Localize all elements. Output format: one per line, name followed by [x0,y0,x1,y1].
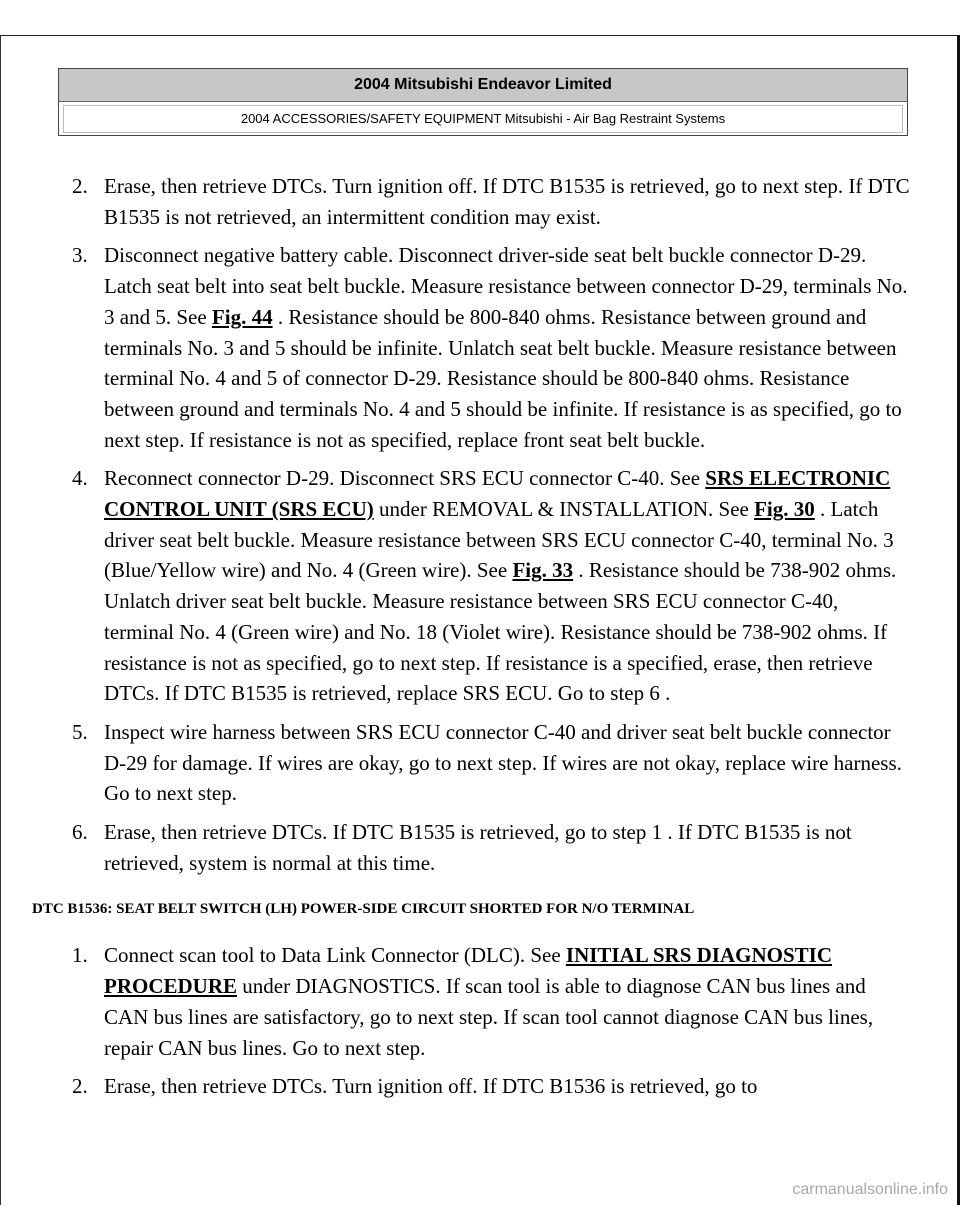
step-number: 2. [72,174,88,198]
procedure-step [30,240,910,455]
procedure-step [30,817,910,878]
cross-reference-link[interactable]: Fig. 44 [211,304,273,329]
step-text: Connect scan tool to Data Link Connector (DLC). See [104,943,566,968]
step-text: under REMOVAL & INSTALLATION. See [373,497,755,522]
step-number: 2. [72,1074,88,1099]
step-text: . Resistance should be 800-840 ohms. Resistance between ground and terminals No. 3 and 5 should be infinite. Unlatch seat belt buckle. Measure resistance between terminal No. 4 and 5 of connector D-29. Resistance should be 800-840 ohms. Resistance between ground and terminals No. 4 and 5 should be infinite. If resistance is as specified, go to next step. If resistance is not as specified, replace front seat belt buckle. [104,304,902,452]
procedure-step [30,171,910,232]
procedure-steps-b1536 [30,940,910,1102]
document-header [58,68,908,136]
document-body [30,171,910,1110]
procedure-step [30,940,910,1063]
procedure-steps-b1535 [30,171,910,878]
step-text: under DIAGNOSTICS. If scan tool is able to diagnose CAN bus lines and CAN bus lines are satisfactory, go to next step. If scan tool cannot diagnose CAN bus lines, repair CAN bus lines. Go to next step. [104,974,874,1060]
step-number: 1. [72,943,88,968]
procedure-step [30,1071,910,1102]
step-text: Erase, then retrieve DTCs. Turn ignition off. If DTC B1536 is retrieved, go to [104,1074,758,1099]
document-title: 2004 Mitsubishi Endeavor Limited [59,69,907,102]
procedure-step [30,717,910,809]
step-text: Erase, then retrieve DTCs. Turn ignition off. If DTC B1535 is retrieved, go to next step. If DTC B1535 is not retrieved, an intermittent condition may exist. [104,174,910,229]
cross-reference-link[interactable]: Fig. 30 [754,497,815,522]
step-text: Disconnect negative battery cable. Disconnect driver-side seat belt buckle connector D-29. Latch seat belt into seat belt buckle. Measure resistance between connector D-29, terminals No. 3 and 5. See [104,243,908,329]
step-text: Reconnect connector D-29. Disconnect SRS ECU connector C-40. See [104,466,706,491]
procedure-step [30,463,910,709]
step-text: . Resistance should be 738-902 ohms. Unlatch driver seat belt buckle. Measure resistance between SRS ECU connector C-40, terminal No. 4 (Green wire) and No. 18 (Violet wire). Resistance should be 738-902 ohms. If resistance is not as specified, go to next step. If resistance is a specified, erase, then retrieve DTCs. If DTC B1535 is retrieved, replace SRS ECU. Go to step 6 . [104,558,897,706]
step-text: . Latch driver seat belt buckle. Measure resistance between SRS ECU connector C-40, terminal No. 3 (Blue/Yellow wire) and No. 4 (Green wire). See [104,497,894,583]
step-number: 4. [72,466,88,491]
step-number: 5. [72,719,88,744]
page-frame-left-edge [0,35,1,1205]
cross-reference-link[interactable]: SRS ELECTRONIC CONTROL UNIT (SRS ECU) [104,466,891,522]
site-watermark: carmanualsonline.info [792,1181,948,1198]
step-text: Erase, then retrieve DTCs. If DTC B1535 is retrieved, go to step 1 . If DTC B1535 is not retrieved, system is normal at this time. [104,820,852,875]
step-number: 3. [72,243,88,268]
document-subtitle: 2004 ACCESSORIES/SAFETY EQUIPMENT Mitsubishi - Air Bag Restraint Systems [240,111,726,126]
step-number: 6. [72,820,88,845]
cross-reference-link[interactable]: INITIAL SRS DIAGNOSTIC PROCEDURE [104,943,832,999]
step-text: Inspect wire harness between SRS ECU connector C-40 and driver seat belt buckle connector D-29 for damage. If wires are okay, go to next step. If wires are not okay, replace wire harness. Go to next step. [104,719,902,806]
cross-reference-link[interactable]: Fig. 33 [512,558,574,583]
section-heading: DTC B1536: SEAT BELT SWITCH (LH) POWER-SIDE CIRCUIT SHORTED FOR N/O TERMINAL [32,901,695,918]
